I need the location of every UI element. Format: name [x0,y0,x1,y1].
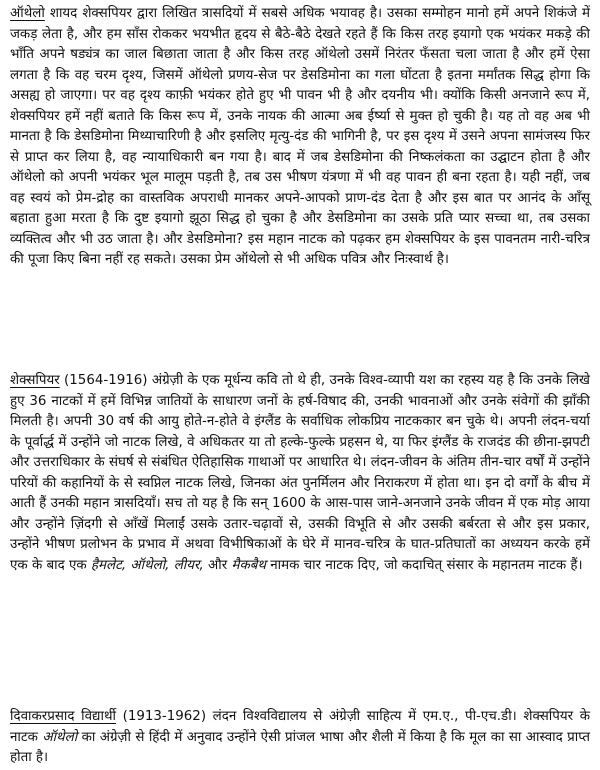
shakespeare-body-b: और [203,557,232,573]
shakespeare-paragraph [10,371,590,576]
title-lear: लीयर, [173,557,204,573]
translator-body-a: (1913-1962) लंदन विश्वविद्यालय से अंग्रेज़ी साहित्य में एम.ए., पी-एच.डी। शेक्सपियर के नाटक [10,709,590,745]
shakespeare-body-a: (1564-1916) अंग्रेज़ी के एक मूर्धन्य कवि तो थे ही, उनके विश्व-व्यापी यश का रहस्य यह है कि उनके लिखे हुए 36 नाटकों में हमें विभिन्न जातियों के साधारण जनों के हर्ष-विषाद की, उनकी भावनाओं और उनके संवेगों की झाँकी मिलती है। अपनी 30 वर्ष की आयु होते-न-होते वे इंग्लैंड के सर्वाधिक लोकप्रिय नाटककार बन चुके थे। अपनी लंदन-चर्या के पूर्वार्द्ध में उन्होंने जो नाटक लिखे, वे अधिकतर या तो हल्के-फुल्के प्रहसन थे, या फिर इंग्लैंड के राजदंड की छीना-झपटी और उत्तराधिकार के संघर्ष से संबंधित ऐतिहासिक गाथाओं पर आधारित थे। लंदन-जीवन के अंतिम तीन-चार वर्षों में उन्होंने परियों की कहानियों के से स्वप्निल नाटक लिखे, जिनका अंत पुनर्मिलन और निराकरण में होता था। इन दो वर्गों के बीच में आती हैं उनकी महान त्रासदियाँ। सच तो यह है कि सन् 1600 के आस-पास जाने-अनजाने उनके जीवन में एक मोड़ आया और उन्होंने ज़िंदगी से आँखें मिलाईं उसके उतार-चढ़ावों से, उसकी विभूति से और उसकी बर्बरता से और इस प्रकार, उन्होंने भीषण प्रलोभन के प्रभाव में अथवा विभीषिकाओं के घेरे में मानव-चरित्र के घात-प्रतिघातों का अध्ययन करके हमें एक के बाद एक [10,373,590,573]
othello-lead: ऑथेलो [10,6,45,21]
othello-body: शायद शेक्सपियर द्वारा लिखित त्रासदियों में सबसे अधिक भयावह है। उसका सम्मोहन मानो हमें अपने शिकंजे में जकड़ लेता है, और हम साँस रोककर भयभीत हृदय से बैठे-बैठे देखते रहते हैं कि किस तरह इयागो एक भयंकर मकड़े की भाँति अपने षड्यंत्र का जाल बिछाता जाता है और किस तरह ऑथेलो उसमें निरंतर फँसता चला जाता है और हमें ऐसा लगता है कि वह चरम दृश्य, जिसमें ऑथेलो प्रणय-सेज पर डेसडिमोना का गला घोंटता है इतना मर्मांतक सिद्ध होगा कि असह्य हो जाएगा। पर वह दृश्य काफ़ी भयंकर होते हुए भी पावन भी है और दयनीय भी। क्योंकि किसी अनजाने रूप में, शेक्सपियर हमें नहीं बताते कि किस रूप में, उनके नायक की आत्मा अब ईर्ष्या से मुक्त हो चुकी है। यह तो वह अब भी मानता है कि डेसडिमोना मिथ्याचारिणी है और इसलिए मृत्यु-दंड की भागिनी है, पर इस दृश्य में उसने अपना सामंजस्य फिर से प्राप्त कर लिया है, वह न्यायाधिकारी बन गया है। बाद में जब डेसडिमोना की निष्कलंकता का उद्घाटन होता है और ऑथेलो को अपनी भयंकर भूल मालूम पड़ती है, तब उस भीषण यंत्रणा में भी वह पावन ही बना रहता है। यही नहीं, जब वह स्वयं को प्रेम-द्रोह का वास्तविक अपराधी मानकर अपने-आपको प्राण-दंड देता है और इस बात पर आनंद के आँसू बहाता हुआ मरता है कि दुष्ट इयागो झूठा सिद्ध हो चुका है और डेसडिमोना का उसके प्रति प्यार सच्चा था, तब उसका व्यक्तित्व और भी उठ जाता है। और डेसडिमोना? इस महान नाटक को पढ़कर हम शेक्सपियर के इस पावनतम नारी-चरित्र की पूजा किए बिना नहीं रह सकते। उसका प्रेम ऑथेलो से भी अधिक पवित्र और निःस्वार्थ है। [10,6,590,267]
title-othello: ऑथेलो [42,729,78,745]
title-macbeth: मैकबैथ [231,557,266,573]
translator-paragraph [10,707,590,769]
translator-body-b: का अंग्रेज़ी से हिंदी में अनुवाद उन्होंने ऐसी प्रांजल भाषा और शैली में किया है कि मूल का सा आस्वाद प्राप्त होता है। [10,729,590,765]
shakespeare-lead: शेक्सपियर [10,373,60,388]
shakespeare-body-c: नामक चार नाटक दिए, जो कदाचित् संसार के महानतम नाटक हैं। [265,557,583,573]
translator-lead: दिवाकरप्रसाद विद्यार्थी [10,709,116,724]
othello-paragraph [10,4,590,271]
title-hamlet-othello: हैमलेट, ऑथेलो, [90,557,170,573]
